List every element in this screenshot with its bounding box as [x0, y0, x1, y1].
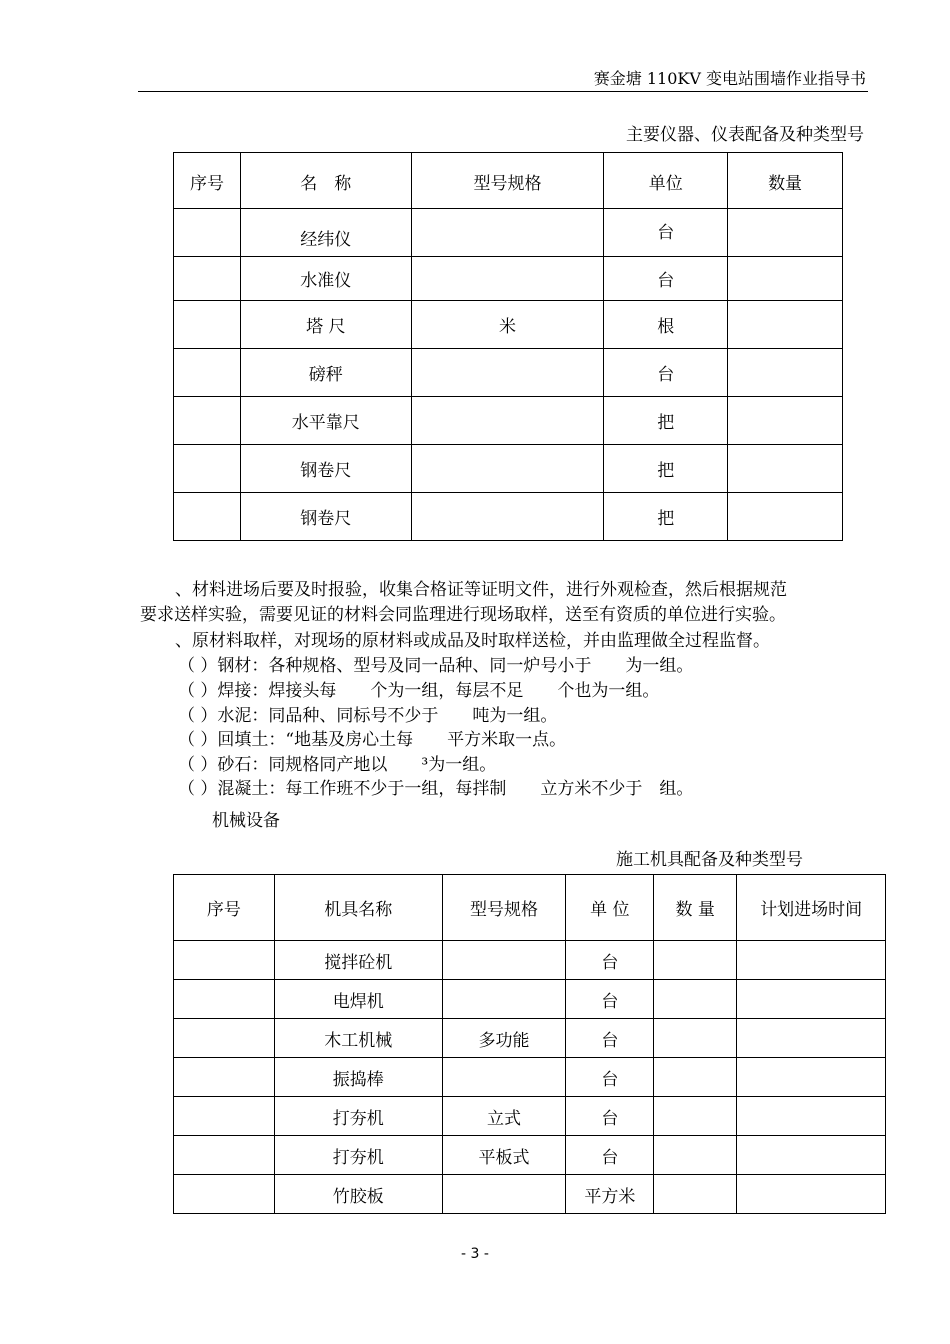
table-cell	[174, 209, 241, 257]
table-row	[174, 445, 843, 493]
list-item: （ ）回填土：“地基及房心土每 平方米取一点。	[178, 730, 567, 750]
table-cell: 搅拌砼机	[274, 941, 442, 980]
table-row	[174, 1019, 886, 1058]
table-cell: 把	[604, 445, 728, 493]
table-cell	[411, 349, 604, 397]
list-item: （ ）混凝土：每工作班不少于一组，每拌制 立方米不少于 组。	[178, 779, 694, 799]
table-cell: 台	[604, 257, 728, 301]
table-row	[174, 941, 886, 980]
table-cell: 台	[566, 1136, 654, 1175]
table-cell: 台	[604, 209, 728, 257]
table-cell	[411, 445, 604, 493]
table-cell: 竹胶板	[274, 1175, 442, 1214]
table-cell: 根	[604, 301, 728, 349]
table-cell	[174, 1058, 275, 1097]
table-row	[174, 301, 843, 349]
table-cell	[174, 301, 241, 349]
table-header-row	[174, 875, 886, 941]
header-cell: 计划进场时间	[737, 875, 886, 941]
table-cell	[728, 209, 843, 257]
table-row	[174, 980, 886, 1019]
header-cell: 单位	[604, 153, 728, 209]
header-cell: 序号	[174, 875, 275, 941]
table-cell	[737, 1019, 886, 1058]
machinery-table	[173, 874, 886, 1214]
table-cell	[442, 941, 566, 980]
table-cell: 多功能	[442, 1019, 566, 1058]
table-cell	[442, 980, 566, 1019]
table-cell	[174, 493, 241, 541]
list-item: （ ）水泥：同品种、同标号不少于 吨为一组。	[178, 706, 558, 726]
header-cell: 单 位	[566, 875, 654, 941]
table-cell: 木工机械	[274, 1019, 442, 1058]
table-cell	[728, 301, 843, 349]
header-cell: 名 称	[240, 153, 411, 209]
table-cell	[174, 1019, 275, 1058]
table-row	[174, 1097, 886, 1136]
header-cell: 机具名称	[274, 875, 442, 941]
table-row	[174, 1058, 886, 1097]
table-cell	[174, 445, 241, 493]
table-cell: 磅秤	[240, 349, 411, 397]
table-header-row	[174, 153, 843, 209]
section-heading: 机械设备	[212, 811, 280, 831]
table-cell	[174, 941, 275, 980]
table-cell: 米	[411, 301, 604, 349]
table-cell	[174, 1175, 275, 1214]
table-row	[174, 1136, 886, 1175]
table-cell: 塔 尺	[240, 301, 411, 349]
table-cell	[654, 1019, 737, 1058]
table-cell: 水准仪	[240, 257, 411, 301]
header-title: 赛金塘 110KV 变电站围墙作业指导书	[593, 69, 866, 88]
table-row	[174, 209, 843, 257]
table-row	[174, 349, 843, 397]
table-cell	[737, 980, 886, 1019]
table-cell	[174, 1136, 275, 1175]
header-divider	[138, 91, 868, 92]
table-cell	[174, 397, 241, 445]
table-row	[174, 493, 843, 541]
table-cell: 电焊机	[274, 980, 442, 1019]
header-cell: 型号规格	[442, 875, 566, 941]
table-row	[174, 257, 843, 301]
table-cell: 把	[604, 397, 728, 445]
table-cell: 台	[604, 349, 728, 397]
table-cell: 打夯机	[274, 1097, 442, 1136]
table-cell	[728, 397, 843, 445]
table-cell	[654, 1175, 737, 1214]
table-cell	[442, 1175, 566, 1214]
header-cell: 序号	[174, 153, 241, 209]
table-cell	[737, 1097, 886, 1136]
table-cell	[174, 349, 241, 397]
table-cell	[654, 1058, 737, 1097]
table-cell	[174, 980, 275, 1019]
table-row	[174, 397, 843, 445]
table-cell: 台	[566, 980, 654, 1019]
table-cell	[411, 209, 604, 257]
header-cell: 数量	[728, 153, 843, 209]
table-cell	[728, 257, 843, 301]
page-number: - 3 -	[461, 1246, 489, 1262]
list-item: （ ）钢材：各种规格、型号及同一品种、同一炉号小于 为一组。	[178, 656, 694, 676]
table-cell	[411, 493, 604, 541]
table-cell: 水平靠尺	[240, 397, 411, 445]
table-cell: 平方米	[566, 1175, 654, 1214]
table-cell	[737, 1136, 886, 1175]
list-item: （ ）砂石：同规格同产地以 ³为一组。	[178, 755, 497, 775]
machinery-caption: 施工机具配备及种类型号	[616, 850, 803, 870]
table-cell: 台	[566, 1097, 654, 1136]
header-cell: 数 量	[654, 875, 737, 941]
paragraph-line: 、材料进场后要及时报验，收集合格证等证明文件，进行外观检查，然后根据规范	[175, 580, 787, 600]
table-row	[174, 1175, 886, 1214]
table-cell: 台	[566, 941, 654, 980]
table-cell	[737, 1058, 886, 1097]
header-cell: 型号规格	[411, 153, 604, 209]
table-cell	[174, 257, 241, 301]
table-cell	[728, 493, 843, 541]
table-cell: 打夯机	[274, 1136, 442, 1175]
table-cell	[728, 445, 843, 493]
table-cell	[654, 941, 737, 980]
table-cell	[411, 257, 604, 301]
table-cell: 把	[604, 493, 728, 541]
table-cell	[411, 397, 604, 445]
table-cell	[654, 980, 737, 1019]
table-cell	[442, 1058, 566, 1097]
paragraph-line: 、原材料取样，对现场的原材料或成品及时取样送检，并由监理做全过程监督。	[175, 631, 770, 651]
table-cell	[737, 941, 886, 980]
table-cell	[654, 1097, 737, 1136]
table-cell: 立式	[442, 1097, 566, 1136]
instruments-table	[173, 152, 843, 541]
table-cell: 平板式	[442, 1136, 566, 1175]
instruments-caption: 主要仪器、仪表配备及种类型号	[626, 125, 864, 145]
table-cell	[728, 349, 843, 397]
paragraph-line: 要求送样实验，需要见证的材料会同监理进行现场取样，送至有资质的单位进行实验。	[140, 605, 786, 625]
table-cell: 钢卷尺	[240, 445, 411, 493]
table-cell: 台	[566, 1019, 654, 1058]
table-cell	[654, 1136, 737, 1175]
table-cell: 台	[566, 1058, 654, 1097]
table-cell: 钢卷尺	[240, 493, 411, 541]
table-cell: 经纬仪	[240, 209, 411, 257]
list-item: （ ）焊接：焊接头每 个为一组，每层不足 个也为一组。	[178, 681, 660, 701]
table-cell	[174, 1097, 275, 1136]
table-cell	[737, 1175, 886, 1214]
table-cell: 振捣棒	[274, 1058, 442, 1097]
